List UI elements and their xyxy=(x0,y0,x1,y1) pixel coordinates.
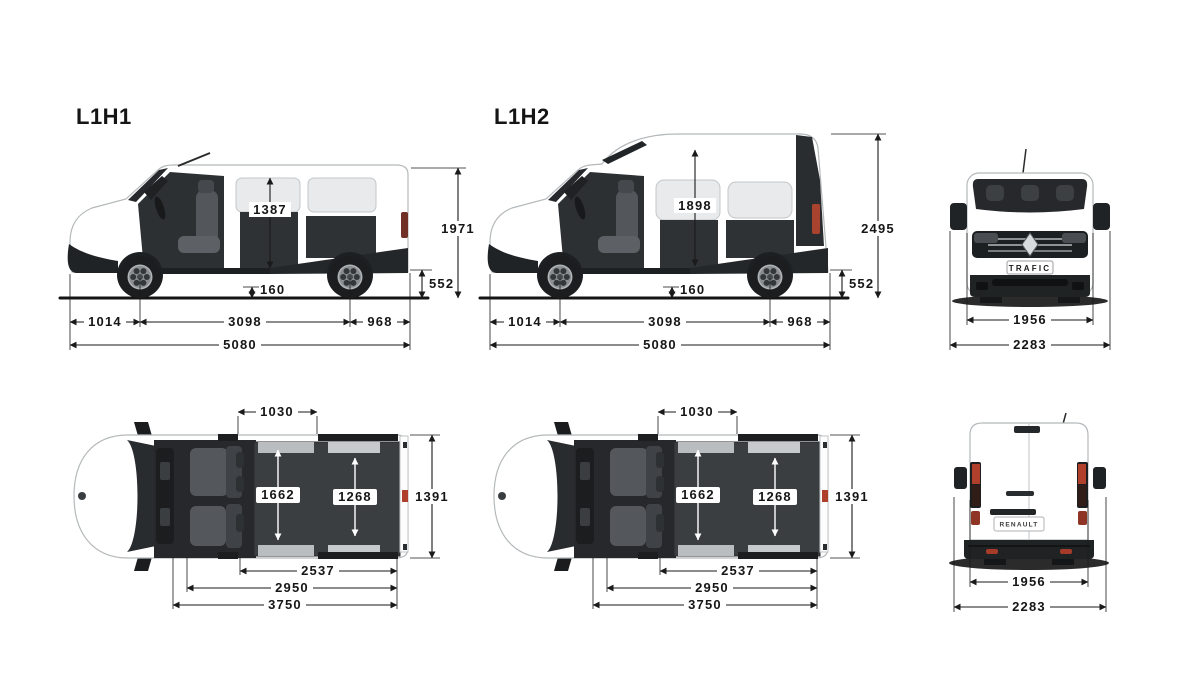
dim-interior-height-value: 1387 xyxy=(253,202,287,217)
right-tail-light-lower xyxy=(1078,485,1086,506)
rear-quarter-window xyxy=(308,178,376,212)
dim-rear-overhang-value: 968 xyxy=(787,314,813,329)
dim-load-length-2-value: 2950 xyxy=(275,580,309,595)
dim-overall-height xyxy=(831,134,899,298)
dim-rear-opening-width-value: 1391 xyxy=(415,489,449,504)
dash-detail xyxy=(160,508,170,526)
right-mirror xyxy=(134,557,152,571)
wheel-arch-tread xyxy=(748,442,800,453)
dim-wheelbase xyxy=(560,314,770,329)
dim-side-door-width xyxy=(238,404,317,419)
dim-overall-length-value: 5080 xyxy=(223,337,257,352)
roof-rail xyxy=(218,434,238,441)
rear-door-handle xyxy=(822,490,828,502)
seat-cushion xyxy=(178,236,220,253)
dim-load-length-2 xyxy=(187,580,397,595)
wheel-arch-tread xyxy=(328,442,380,453)
right-headlight xyxy=(1062,233,1086,243)
dim-rear-overhang-value: 968 xyxy=(367,314,393,329)
dim-front-overhang-value: 1014 xyxy=(88,314,122,329)
dim-front-overhang xyxy=(70,314,140,329)
side-view-l1h1 xyxy=(30,120,490,380)
dim-overall-length xyxy=(70,337,410,352)
side-door-step xyxy=(258,545,314,556)
left-mirror xyxy=(954,467,967,489)
van-side-l1h2 xyxy=(488,134,828,298)
left-fog-light xyxy=(976,282,988,290)
left-reflector xyxy=(986,549,998,554)
roof-rail xyxy=(638,552,658,559)
side-door-step xyxy=(678,545,734,556)
dim-ground-clearance-value: 160 xyxy=(680,282,706,297)
roof-rail xyxy=(638,434,658,441)
right-mirror xyxy=(554,557,572,571)
dim-overall-length-value: 5080 xyxy=(643,337,677,352)
rear-bumper xyxy=(964,540,1094,559)
dim-rear-overhang xyxy=(770,314,830,329)
dim-overall-length xyxy=(490,337,830,352)
passenger-bench xyxy=(190,448,228,496)
plate-trim xyxy=(990,509,1036,515)
dim-load-length-1-value: 2537 xyxy=(301,563,335,578)
dim-wheelbase-value: 3098 xyxy=(228,314,262,329)
left-lower-lamp xyxy=(971,511,980,525)
dim-load-length-2-value: 2950 xyxy=(695,580,729,595)
side-view-l1h2 xyxy=(450,120,910,380)
headrest xyxy=(656,514,664,532)
front-view xyxy=(930,135,1170,370)
dim-load-length-2 xyxy=(607,580,817,595)
dim-load-length-max-value: 3750 xyxy=(688,597,722,612)
dim-body-width xyxy=(970,574,1088,589)
left-tail-light-lower xyxy=(972,485,980,506)
dim-side-door-width-value: 1030 xyxy=(260,404,294,419)
headrest xyxy=(236,514,244,532)
dim-ground-clearance xyxy=(243,282,285,298)
roof-rail xyxy=(738,552,818,559)
side-door-step xyxy=(258,442,314,453)
left-mirror xyxy=(134,422,152,436)
dim-overall-height-value: 2495 xyxy=(861,221,895,236)
dim-loading-sill xyxy=(830,270,874,298)
variant-heading-l1h1: L1H1 xyxy=(76,104,132,129)
dim-body-width-value: 1956 xyxy=(1013,312,1047,327)
dim-interior-width-value: 1662 xyxy=(681,487,715,502)
dim-mirror-width xyxy=(950,337,1110,352)
dim-mirror-width-value: 2283 xyxy=(1013,337,1047,352)
top-view-l1h1 xyxy=(30,390,490,660)
dim-body-width-value: 1956 xyxy=(1012,574,1046,589)
dim-mirror-width-value: 2283 xyxy=(1012,599,1046,614)
dim-rear-opening-width xyxy=(410,435,453,558)
dim-load-length-1 xyxy=(240,563,397,578)
dim-rear-opening-width xyxy=(830,435,873,558)
sliding-doorway-opening xyxy=(240,212,298,270)
dim-width-between-arches-value: 1268 xyxy=(338,489,372,504)
hood-logo xyxy=(78,492,86,500)
left-headlight xyxy=(974,233,998,243)
passenger-bench xyxy=(610,448,648,496)
dim-loading-sill xyxy=(410,270,454,298)
dim-side-door-width xyxy=(658,404,737,419)
roof-rail xyxy=(738,434,818,441)
door-handle xyxy=(1006,491,1034,496)
top-view-l1h2 xyxy=(450,390,910,660)
seat-headrest xyxy=(198,180,214,193)
rear-hinge xyxy=(403,442,407,448)
tail-light xyxy=(401,212,408,238)
sliding-doorway-opening xyxy=(660,220,718,270)
dim-width-between-arches-value: 1268 xyxy=(758,489,792,504)
dim-wheelbase-value: 3098 xyxy=(648,314,682,329)
side-door-step xyxy=(678,442,734,453)
dim-loading-sill-value: 552 xyxy=(849,276,875,291)
tail-light xyxy=(812,204,820,234)
rear-view xyxy=(930,405,1170,640)
license-plate-text: RENAULT xyxy=(999,521,1039,529)
antenna xyxy=(1063,413,1066,424)
left-headrest xyxy=(986,185,1004,201)
roof-rail xyxy=(318,552,398,559)
dim-ground-clearance xyxy=(663,282,705,298)
right-headrest xyxy=(1056,185,1074,201)
dim-load-length-max xyxy=(593,597,817,612)
roof-rail xyxy=(318,434,398,441)
dim-mirror-width xyxy=(954,599,1106,614)
headrest xyxy=(656,476,664,492)
left-mirror xyxy=(554,422,572,436)
right-fog-light xyxy=(1072,282,1084,290)
seat-back xyxy=(196,190,218,244)
right-reflector xyxy=(1060,549,1072,554)
dim-interior-height-value: 1898 xyxy=(678,198,712,213)
right-mirror xyxy=(1093,203,1110,230)
left-tail-light xyxy=(972,464,980,484)
dim-rear-opening-width-value: 1391 xyxy=(835,489,869,504)
trafic-badge-text: TRAFIC xyxy=(1008,264,1052,273)
rear-quarter-window xyxy=(728,182,792,218)
roof-rail xyxy=(218,552,238,559)
van-side-l1h1 xyxy=(68,153,408,298)
rear-hinge xyxy=(823,544,827,550)
dim-load-length-1-value: 2537 xyxy=(721,563,755,578)
headrest xyxy=(236,476,244,492)
antenna xyxy=(178,153,210,166)
seat-cushion xyxy=(598,236,640,253)
dim-wheelbase xyxy=(140,314,350,329)
left-mirror xyxy=(950,203,967,230)
dim-load-length-max xyxy=(173,597,397,612)
right-mirror xyxy=(1093,467,1106,489)
headrest xyxy=(236,452,244,468)
dim-body-width xyxy=(967,312,1093,327)
dash-detail xyxy=(160,462,170,480)
dim-interior-width-value: 1662 xyxy=(261,487,295,502)
hood-logo xyxy=(498,492,506,500)
variant-heading-l1h2: L1H2 xyxy=(494,104,550,129)
rear-hinge xyxy=(403,544,407,550)
dim-side-door-width-value: 1030 xyxy=(680,404,714,419)
dim-load-length-max-value: 3750 xyxy=(268,597,302,612)
seat-back xyxy=(616,190,638,244)
dim-front-overhang-value: 1014 xyxy=(508,314,542,329)
dash-detail xyxy=(580,508,590,526)
dim-front-overhang xyxy=(490,314,560,329)
dim-load-length-1 xyxy=(660,563,817,578)
driver-seat xyxy=(190,506,226,546)
dim-loading-sill-value: 552 xyxy=(429,276,455,291)
bumper-intake xyxy=(992,279,1068,286)
rear-door-handle xyxy=(402,490,408,502)
headrest xyxy=(656,452,664,468)
dim-rear-overhang xyxy=(350,314,410,329)
van-rear xyxy=(954,413,1106,565)
third-brake-light xyxy=(1014,426,1040,433)
dash-detail xyxy=(580,462,590,480)
middle-headrest xyxy=(1021,185,1039,201)
antenna xyxy=(1023,149,1026,173)
van-front xyxy=(950,149,1110,303)
dim-overall-height-value: 1971 xyxy=(441,221,475,236)
driver-seat xyxy=(610,506,646,546)
dim-ground-clearance-value: 160 xyxy=(260,282,286,297)
rear-side-panel xyxy=(726,220,794,258)
right-tail-light xyxy=(1078,464,1086,484)
rear-side-panel xyxy=(306,216,376,258)
seat-headrest xyxy=(618,180,634,193)
rear-hinge xyxy=(823,442,827,448)
right-lower-lamp xyxy=(1078,511,1087,525)
